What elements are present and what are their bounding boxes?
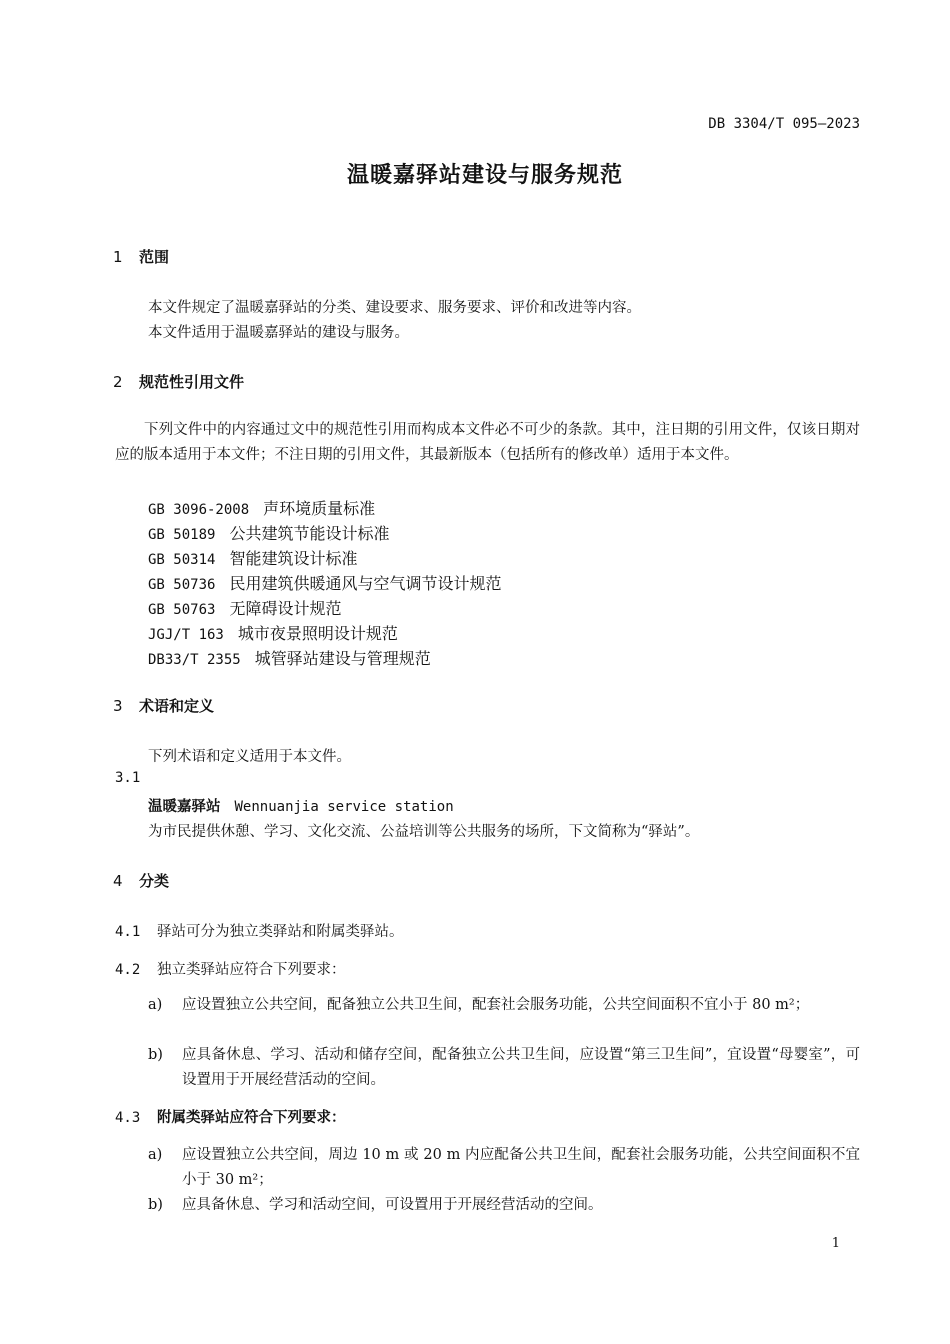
document-code: DB 3304/T 095—2023 [708,116,860,132]
section-title: 分类 [139,872,170,890]
section-4-heading [113,870,169,891]
list-item-text: 应具备休息、学习、活动和储存空间，配备独立公共卫生间，应设置“第三卫生间”，宜设置“母婴室”，可设置用于开展经营活动的空间。 [182,1047,860,1088]
clause-4-1 [115,920,404,941]
section-2-heading [113,371,244,392]
list-item-text: 应设置独立公共空间，配备独立公共卫生间，配套社会服务功能，公共空间面积不宜小于 80 m²； [182,997,810,1013]
reference-name: 智能建筑设计标准 [229,549,358,568]
reference-name: 民用建筑供暖通风与空气调节设计规范 [229,574,502,593]
reference-code: GB 50763 [148,602,216,618]
term-english: Wennuanjia service station [234,799,454,815]
reference-code: GB 50314 [148,552,216,568]
paragraph: 本文件适用于温暖嘉驿站的建设与服务。 [148,325,409,341]
clause-number: 4.1 [115,924,141,940]
reference-code: GB 50189 [148,527,216,543]
list-item [148,1143,860,1193]
term-definition: 为市民提供休憩、学习、文化交流、公益培训等公共服务的场所，下文简称为“驿站”。 [148,824,700,840]
list-item [148,993,860,1018]
section-number: 1 [113,248,123,266]
reference-name: 声环境质量标准 [263,499,376,518]
section-title: 范围 [139,248,170,266]
section-number: 2 [113,373,123,391]
list-item [148,1193,860,1218]
list-item [148,1043,860,1093]
section-number: 4 [113,872,123,890]
list-item-label: a) [148,997,163,1013]
term-number: 3.1 [115,770,141,786]
reference-item [148,621,398,644]
reference-name: 城管驿站建设与管理规范 [254,649,431,668]
reference-code: DB33/T 2355 [148,652,241,668]
reference-code: GB 50736 [148,577,216,593]
normative-references-intro: 下列文件中的内容通过文中的规范性引用而构成本文件必不可少的条款。其中，注日期的引用文件，仅该日期对应的版本适用于本文件；不注日期的引用文件，其最新版本（包括所有的修改单）适用于本文件。 [115,422,860,463]
section-number: 3 [113,697,123,715]
reference-item [148,496,375,519]
term-heading [148,795,454,816]
page-number: 1 [831,1236,840,1251]
reference-item [148,596,341,619]
section-title: 规范性引用文件 [139,373,245,391]
term-chinese: 温暖嘉驿站 [148,799,221,815]
reference-name: 城市夜景照明设计规范 [237,624,398,643]
clause-text: 附属类驿站应符合下列要求： [157,1110,346,1126]
page-title: 温暖嘉驿站建设与服务规范 [346,163,623,188]
reference-item [148,521,389,544]
list-item-label: a) [148,1147,163,1163]
section-1-heading [113,246,169,267]
reference-name: 无障碍设计规范 [229,599,342,618]
paragraph: 本文件规定了温暖嘉驿站的分类、建设要求、服务要求、评价和改进等内容。 [148,300,641,316]
clause-4-3 [115,1106,346,1127]
paragraph: 下列术语和定义适用于本文件。 [148,749,351,765]
clause-text: 驿站可分为独立类驿站和附属类驿站。 [157,924,404,940]
section-title: 术语和定义 [139,697,215,715]
section-3-heading [113,695,214,716]
list-item-label: b) [148,1197,163,1213]
clause-number: 4.3 [115,1110,141,1126]
reference-item [148,646,431,669]
clause-4-2 [115,958,346,979]
list-item-text: 应设置独立公共空间，周边 10 m 或 20 m 内应配备公共卫生间，配套社会服务功能，公共空间面积不宜小于 30 m²； [182,1147,860,1188]
list-item-text: 应具备休息、学习和活动空间，可设置用于开展经营活动的空间。 [182,1197,603,1213]
reference-item [148,571,501,594]
clause-text: 独立类驿站应符合下列要求： [157,962,346,978]
list-item-label: b) [148,1047,163,1063]
reference-code: GB 3096-2008 [148,502,250,518]
clause-number: 4.2 [115,962,141,978]
reference-code: JGJ/T 163 [148,627,224,643]
reference-item [148,546,357,569]
reference-name: 公共建筑节能设计标准 [229,524,390,543]
